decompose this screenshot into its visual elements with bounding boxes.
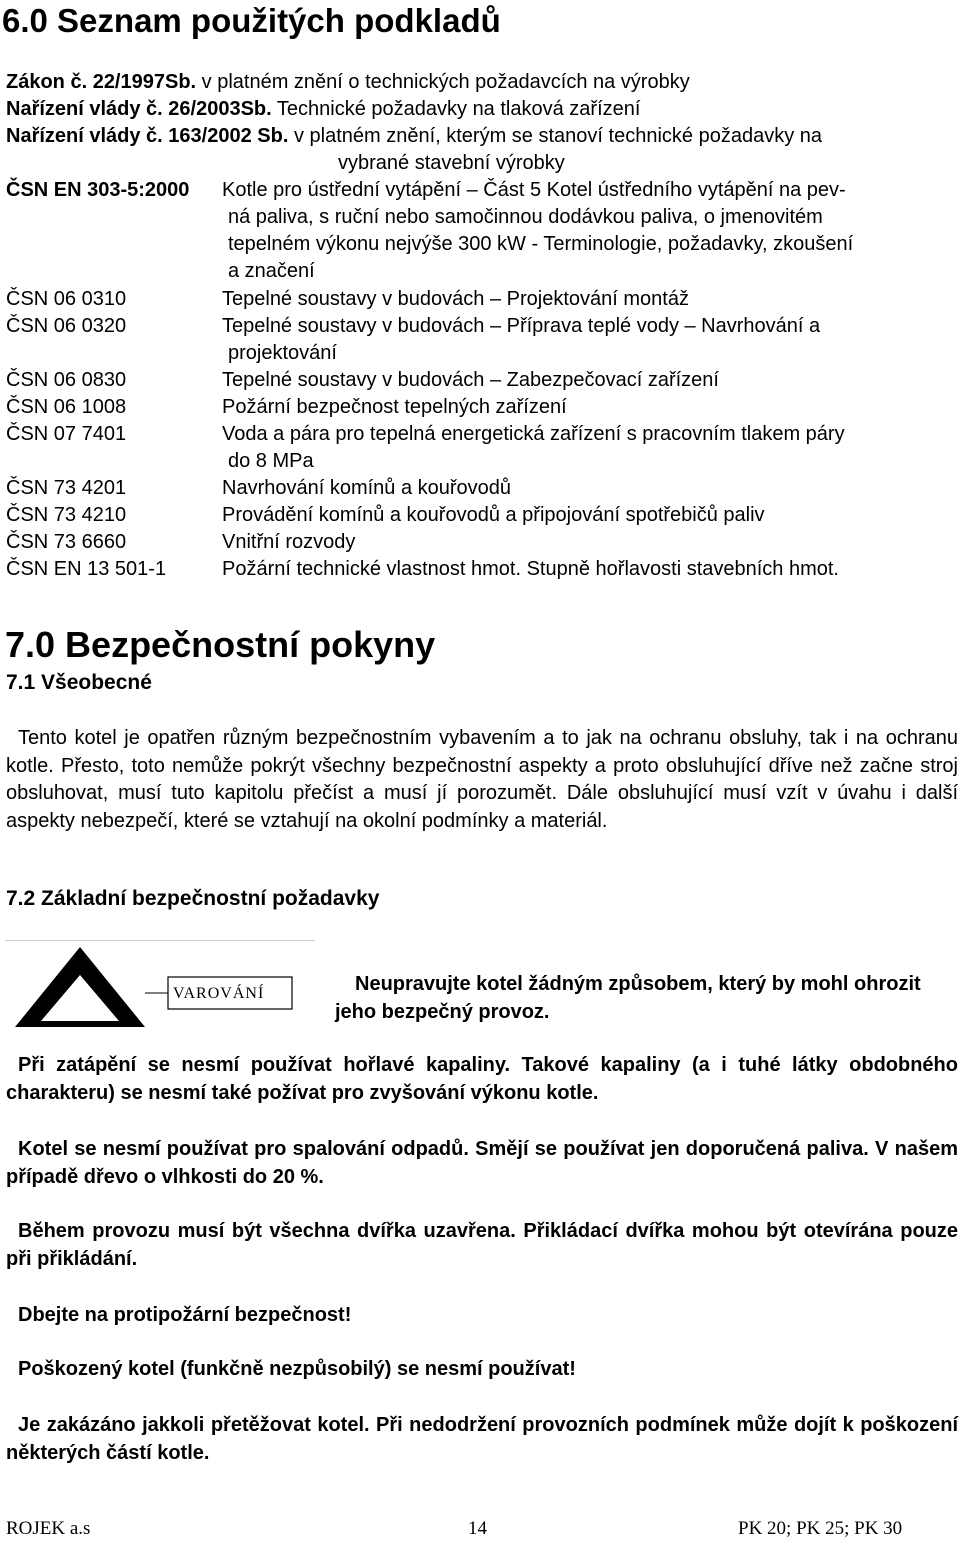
norm-description: Požární bezpečnost tepelných zařízení	[222, 396, 567, 418]
norm-description: Tepelné soustavy v budovách – Příprava teplé vody – Navrhování a	[222, 315, 821, 337]
warning-triangle-icon	[5, 941, 315, 1035]
law-item: Nařízení vlády č. 26/2003Sb. Technické požadavky na tlaková zařízení	[6, 98, 641, 120]
norm-code: ČSN 73 6660	[6, 531, 127, 553]
law-item: Nařízení vlády č. 163/2002 Sb. v platném znění, kterým se stanoví technické požadavky na	[6, 125, 822, 147]
norm-description: a značení	[228, 260, 315, 282]
warning-label: VAROVÁNÍ	[173, 985, 265, 1002]
intro-paragraph: Tento kotel je opatřen různým bezpečnostním vybavením a to jak na ochranu obsluhy, tak i na ochranu kotle. Přesto, toto nemůže pokrýt všechny bezpečnostní aspekty a proto obsluhující dříve než začne stroj obsluhovat, musí tuto kapitolu přečíst a musí jí porozumět. Dále obsluhující musí vzít v úvahu i další aspekty nebezpečí, které se vztahují na okolní podmínky a materiál.	[6, 727, 958, 832]
norm-code: ČSN 06 0830	[6, 369, 127, 391]
safety-rule: Kotel se nesmí používat pro spalování odpadů. Smějí se používat jen doporučená paliva. V našem případě dřevo o vlhkosti do 20 %.	[6, 1138, 958, 1188]
law-item-continuation: vybrané stavební výrobky	[338, 152, 565, 174]
norm-description: Požární technické vlastnost hmot. Stupně hořlavosti stavebních hmot.	[222, 558, 839, 580]
norm-code: ČSN 06 0310	[6, 288, 127, 310]
subsection-heading: 7.1 Všeobecné	[6, 671, 152, 694]
norm-description: do 8 MPa	[228, 450, 314, 472]
norm-description: Tepelné soustavy v budovách – Zabezpečovací zařízení	[222, 369, 719, 391]
safety-rule: Dbejte na protipožární bezpečnost!	[18, 1304, 352, 1326]
norm-description: Provádění komínů a kouřovodů a připojování spotřebičů paliv	[222, 504, 765, 526]
norm-description: Voda a pára pro tepelná energetická zařízení s pracovním tlakem páry	[222, 423, 845, 445]
norm-code: ČSN EN 303-5:2000	[6, 179, 190, 201]
norm-code: ČSN 06 0320	[6, 315, 127, 337]
law-item: Zákon č. 22/1997Sb. v platném znění o technických požadavcích na výrobky	[6, 71, 690, 93]
safety-rule: Při zatápění se nesmí používat hořlavé kapaliny. Takové kapaliny (a i tuhé látky obdobného charakteru) se nesmí také požívat pro zvyšování výkonu kotle.	[6, 1054, 958, 1104]
warning-text: Neupravujte kotel žádným způsobem, který by mohl ohrozit jeho bezpečný provoz.	[335, 973, 921, 1023]
section-6-heading: 6.0 Seznam použitých podkladů	[2, 2, 501, 39]
norm-description: Navrhování komínů a kouřovodů	[222, 477, 512, 499]
footer-product-models: PK 20; PK 25; PK 30	[738, 1518, 903, 1539]
safety-rule: Poškozený kotel (funkčně nezpůsobilý) se nesmí používat!	[18, 1358, 576, 1380]
footer-company: ROJEK a.s	[6, 1518, 91, 1539]
norm-description: tepelném výkonu nejvýše 300 kW - Terminologie, požadavky, zkoušení	[228, 233, 854, 255]
norm-description: ná paliva, s ruční nebo samočinnou dodávkou paliva, o jmenovitém	[228, 206, 823, 228]
norm-code: ČSN 73 4201	[6, 477, 127, 499]
safety-rule: Během provozu musí být všechna dvířka uzavřena. Přikládací dvířka mohou být otevírána pouze při přikládání.	[6, 1220, 958, 1270]
norm-code: ČSN 07 7401	[6, 423, 127, 445]
norm-description: projektování	[228, 342, 337, 364]
warning-sign	[5, 940, 315, 1035]
norm-code: ČSN EN 13 501-1	[6, 558, 167, 580]
norm-code: ČSN 73 4210	[6, 504, 127, 526]
norm-description: Kotle pro ústřední vytápění – Část 5 Kotel ústředního vytápění na pev-	[222, 179, 846, 201]
footer-page-number: 14	[468, 1518, 487, 1539]
norm-code: ČSN 06 1008	[6, 396, 127, 418]
subsection-heading: 7.2 Základní bezpečnostní požadavky	[6, 887, 380, 910]
norm-description: Vnitřní rozvody	[222, 531, 356, 553]
section-7-heading: 7.0 Bezpečnostní pokyny	[5, 624, 436, 665]
norm-description: Tepelné soustavy v budovách – Projektování montáž	[222, 288, 689, 310]
safety-rule: Je zakázáno jakkoli přetěžovat kotel. Při nedodržení provozních podmínek může dojít k poškození některých částí kotle.	[6, 1414, 958, 1464]
